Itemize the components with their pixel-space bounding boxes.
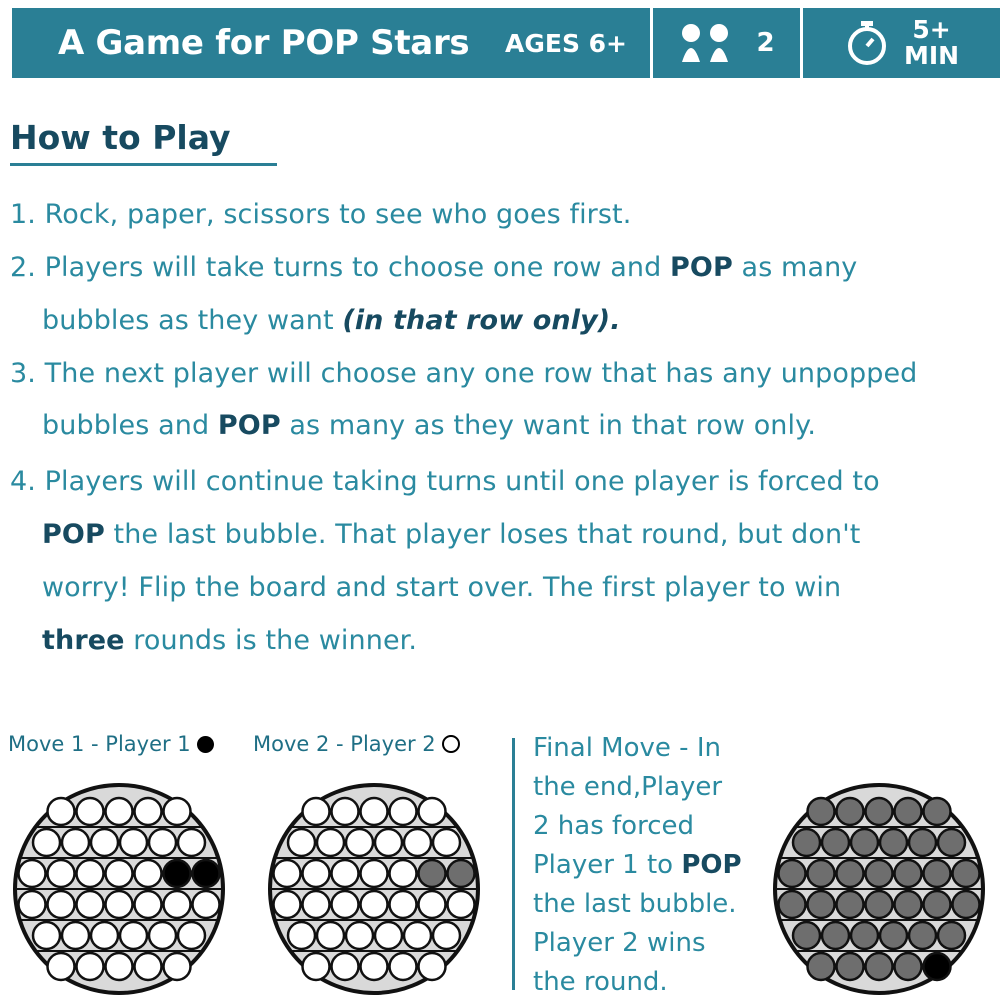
board-move-2 (263, 778, 485, 1000)
step-3-line-1: 3. The next player will choose any one row that has any unpopped (10, 358, 918, 389)
bubble (390, 860, 417, 887)
bubble (106, 798, 133, 825)
final-move-line-6: Player 2 wins (533, 928, 706, 958)
time-label (904, 17, 959, 69)
bubble (361, 953, 388, 980)
players-section (653, 8, 800, 78)
bubble (193, 891, 220, 918)
bubble (135, 860, 162, 887)
final-move-line-5: the last bubble. (533, 889, 737, 919)
bubble (332, 798, 359, 825)
bubble (164, 953, 191, 980)
bubble (135, 798, 162, 825)
heading-underline (10, 163, 277, 166)
bubble (332, 953, 359, 980)
bubble (375, 829, 402, 856)
time-unit: MIN (903, 41, 960, 70)
bubble (448, 891, 475, 918)
bubble (303, 798, 330, 825)
bubble (433, 829, 460, 856)
bubble (361, 798, 388, 825)
bubble (793, 922, 820, 949)
bubble (149, 922, 176, 949)
bubble (303, 860, 330, 887)
bubble (332, 891, 359, 918)
board-final (768, 778, 990, 1000)
bubble (106, 860, 133, 887)
bubble (62, 829, 89, 856)
bubble (164, 798, 191, 825)
bubble (390, 891, 417, 918)
final-move-line-2: the end,Player (533, 772, 723, 802)
bubble (924, 798, 951, 825)
bubble (77, 798, 104, 825)
bubble (433, 922, 460, 949)
time-value: 5+ (912, 15, 951, 44)
bubble (33, 829, 60, 856)
bubble (91, 922, 118, 949)
bubble (303, 891, 330, 918)
final-move-line-3: 2 has forced (533, 811, 695, 841)
players-icon (678, 22, 736, 64)
bubble (419, 891, 446, 918)
bubble (303, 953, 330, 980)
bubble (361, 860, 388, 887)
bubble (48, 798, 75, 825)
bubble (390, 953, 417, 980)
bubble (48, 953, 75, 980)
bubble (332, 860, 359, 887)
bubble (120, 922, 147, 949)
bubble (822, 922, 849, 949)
final-move-line-4: Player 1 to POP (533, 850, 742, 880)
bubble (851, 922, 878, 949)
bubble (808, 891, 835, 918)
bubble (851, 829, 878, 856)
timer-icon (844, 19, 890, 67)
bubble (837, 891, 864, 918)
bubble (924, 860, 951, 887)
bubble (361, 891, 388, 918)
bubble (164, 860, 191, 887)
bubble (837, 953, 864, 980)
final-move-line-7: the round. (533, 967, 668, 997)
step-4-line-1: 4. Players will continue taking turns until one player is forced to (10, 466, 880, 497)
move-1-label: Move 1 - Player 1 (8, 732, 214, 756)
bubble (880, 922, 907, 949)
bubble (419, 953, 446, 980)
game-title: A Game for POP Stars (58, 23, 470, 63)
bubble (909, 829, 936, 856)
section-divider (512, 738, 515, 990)
bubble (135, 891, 162, 918)
bubble (866, 860, 893, 887)
step-1-line-1: 1. Rock, paper, scissors to see who goes first. (10, 199, 632, 230)
bubble (193, 860, 220, 887)
bubble (779, 891, 806, 918)
bubble (404, 922, 431, 949)
bubble (178, 922, 205, 949)
bubble (274, 891, 301, 918)
bubble (866, 891, 893, 918)
bubble (938, 922, 965, 949)
bubble (895, 798, 922, 825)
bubble (19, 860, 46, 887)
bubble (895, 891, 922, 918)
bubble (822, 829, 849, 856)
white-dot-icon (442, 735, 460, 753)
bubble (48, 891, 75, 918)
bubble (288, 922, 315, 949)
bubble (274, 860, 301, 887)
bubble (924, 891, 951, 918)
bubble (895, 860, 922, 887)
board-move-1 (8, 778, 230, 1000)
bubble (837, 798, 864, 825)
bubble (404, 829, 431, 856)
section-heading: How to Play (10, 118, 231, 157)
step-4-line-3: worry! Flip the board and start over. The first player to win (42, 572, 842, 603)
black-dot-icon (197, 736, 214, 753)
bubble (880, 829, 907, 856)
bubble (346, 922, 373, 949)
bubble (149, 829, 176, 856)
bubble (866, 798, 893, 825)
bubble (808, 953, 835, 980)
bubble (779, 860, 806, 887)
bubble (106, 953, 133, 980)
bubble (953, 891, 980, 918)
bubble (895, 953, 922, 980)
bubble (375, 922, 402, 949)
bubble (164, 891, 191, 918)
bubble (178, 829, 205, 856)
bubble (448, 860, 475, 887)
bubble (77, 860, 104, 887)
bubble (808, 798, 835, 825)
bubble (346, 829, 373, 856)
step-4-line-2: POP the last bubble. That player loses that round, but don't (42, 519, 861, 550)
header-bar (12, 8, 1000, 78)
ages-label: AGES 6+ (505, 28, 627, 58)
players-count: 2 (756, 28, 775, 58)
bubble (419, 798, 446, 825)
final-move-line-1: Final Move - In (533, 733, 721, 763)
bubble (317, 829, 344, 856)
bubble (866, 953, 893, 980)
bubble (33, 922, 60, 949)
bubble (19, 891, 46, 918)
step-3-line-2: bubbles and POP as many as they want in that row only. (42, 410, 817, 441)
bubble (288, 829, 315, 856)
bubble (106, 891, 133, 918)
step-2-line-2: bubbles as they want (in that row only). (42, 305, 621, 336)
bubble (808, 860, 835, 887)
bubble (909, 922, 936, 949)
bubble (135, 953, 162, 980)
bubble (77, 891, 104, 918)
bubble (793, 829, 820, 856)
bubble (62, 922, 89, 949)
bubble (317, 922, 344, 949)
bubble (48, 860, 75, 887)
step-4-line-4: three rounds is the winner. (42, 625, 418, 656)
move-2-label: Move 2 - Player 2 (253, 732, 460, 756)
bubble (77, 953, 104, 980)
step-2-line-1: 2. Players will take turns to choose one row and POP as many (10, 252, 858, 283)
bubble (390, 798, 417, 825)
bubble (837, 860, 864, 887)
bubble (924, 953, 951, 980)
bubble (91, 829, 118, 856)
bubble (938, 829, 965, 856)
time-section (803, 8, 1000, 78)
bubble (419, 860, 446, 887)
bubble (120, 829, 147, 856)
bubble (953, 860, 980, 887)
